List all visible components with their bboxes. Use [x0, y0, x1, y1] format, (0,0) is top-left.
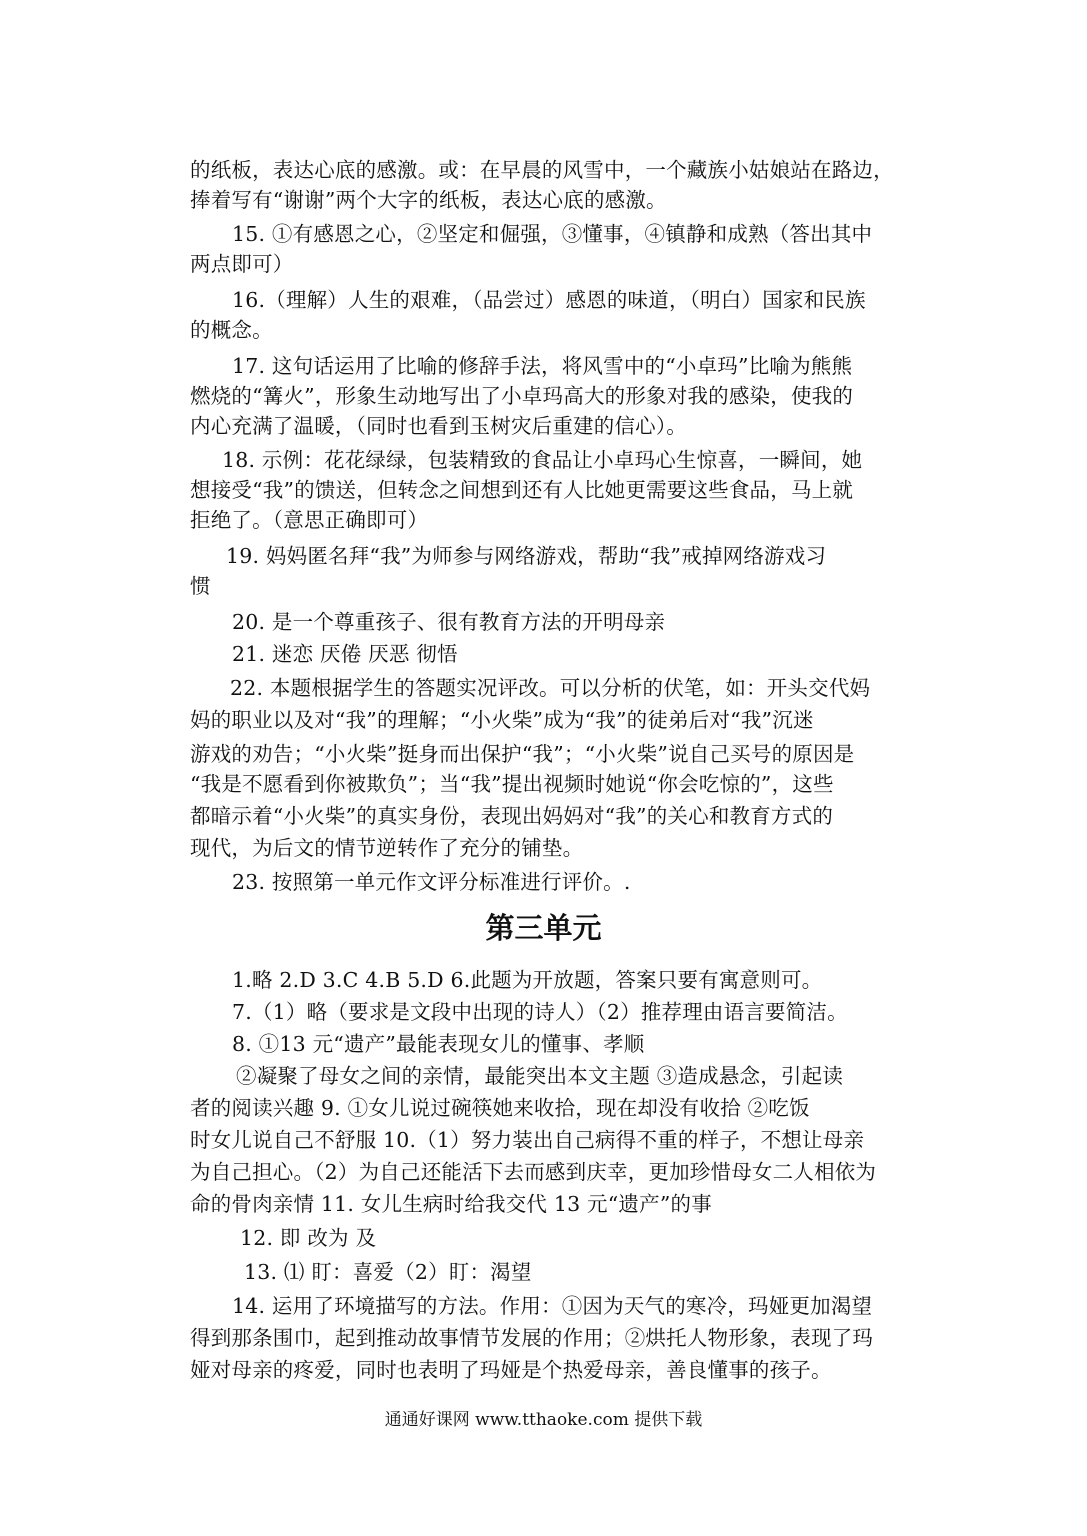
answer-line: 得到那条围巾，起到推动故事情节发展的作用；②烘托人物形象，表现了玛 — [190, 1326, 874, 1350]
page-footer: 通通好课网 www.tthaoke.com 提供下载 — [384, 1410, 703, 1430]
answer-line: 21. 迷恋 厌倦 厌恶 彻悟 — [232, 642, 458, 666]
answer-line: 命的骨肉亲情 11. 女儿生病时给我交代 13 元“遗产”的事 — [190, 1192, 712, 1216]
answer-line: 14. 运用了环境描写的方法。作用：①因为天气的寒冷，玛娅更加渴望 — [232, 1294, 873, 1318]
answer-line: 22. 本题根据学生的答题实况评改。可以分析的伏笔，如：开头交代妈 — [230, 676, 871, 700]
answer-line: 燃烧的“篝火”，形象生动地写出了小卓玛高大的形象对我的感染，使我的 — [190, 384, 854, 408]
answer-line: 者的阅读兴趣 9. ①女儿说过碗筷她来收拾，现在却没有收拾 ②吃饭 — [190, 1096, 810, 1120]
answer-line: “我是不愿看到你被欺负”；当“我”提出视频时她说“你会吃惊的”，这些 — [190, 772, 834, 796]
answer-line: 娅对母亲的疼爱，同时也表明了玛娅是个热爱母亲，善良懂事的孩子。 — [190, 1358, 832, 1382]
answer-line: 20. 是一个尊重孩子、很有教育方法的开明母亲 — [232, 610, 666, 634]
answer-line: 都暗示着“小火柴”的真实身份，表现出妈妈对“我”的关心和教育方式的 — [190, 804, 834, 828]
answer-line: 妈的职业以及对“我”的理解；“小火柴”成为“我”的徒弟后对“我”沉迷 — [190, 708, 814, 732]
answer-line: 15. ①有感恩之心，②坚定和倔强，③懂事，④镇静和成熟（答出其中 — [232, 222, 873, 246]
answer-line: 想接受“我”的馈送，但转念之间想到还有人比她更需要这些食品，马上就 — [190, 478, 854, 502]
answer-line: 的纸板，表达心底的感激。或：在早晨的风雪中，一个藏族小姑娘站在路边， — [190, 158, 894, 182]
answer-line: 1.略 2.D 3.C 4.B 5.D 6.此题为开放题，答案只要有寓意则可。 — [232, 968, 823, 992]
answer-line: 时女儿说自己不舒服 10.（1）努力装出自己病得不重的样子，不想让母亲 — [190, 1128, 865, 1152]
answer-line: 7.（1）略（要求是文段中出现的诗人）（2）推荐理由语言要简洁。 — [232, 1000, 848, 1024]
answer-line: 惯 — [190, 574, 211, 598]
answer-line: 19. 妈妈匿名拜“我”为师参与网络游戏，帮助“我”戒掉网络游戏习 — [226, 544, 827, 568]
answer-line: 的概念。 — [190, 318, 273, 342]
answer-line: 18. 示例：花花绿绿，包装精致的食品让小卓玛心生惊喜，一瞬间，她 — [222, 448, 863, 472]
answer-line: 16.（理解）人生的艰难，（品尝过）感恩的味道，（明白）国家和民族 — [232, 288, 866, 312]
answer-line: 17. 这句话运用了比喻的修辞手法，将风雪中的“小卓玛”比喻为熊熊 — [232, 354, 853, 378]
answer-line: 13. ⑴ 盯：喜爱（2）盯：渴望 — [244, 1260, 532, 1284]
answer-line: 23. 按照第一单元作文评分标准进行评价。. — [232, 870, 631, 894]
answer-line: 内心充满了温暖，（同时也看到玉树灾后重建的信心）。 — [190, 414, 687, 438]
section-heading: 第三单元 — [485, 911, 602, 945]
answer-line: 8. ①13 元“遗产”最能表现女儿的懂事、孝顺 — [232, 1032, 645, 1056]
answer-line: 现代，为后文的情节逆转作了充分的铺垫。 — [190, 836, 584, 860]
answer-line: 两点即可） — [190, 252, 294, 276]
answer-line: 12. 即 改为 及 — [240, 1226, 377, 1250]
answer-line: 为自己担心。（2）为自己还能活下去而感到庆幸，更加珍惜母女二人相依为 — [190, 1160, 877, 1184]
answer-line: 捧着写有“谢谢”两个大字的纸板，表达心底的感激。 — [190, 188, 667, 212]
answer-line: 拒绝了。（意思正确即可） — [190, 508, 429, 532]
answer-line: 游戏的劝告；“小火柴”挺身而出保护“我”；“小火柴”说自己买号的原因是 — [190, 742, 855, 766]
answer-line: ②凝聚了母女之间的亲情，最能突出本文主题 ③造成悬念，引起读 — [236, 1064, 844, 1088]
